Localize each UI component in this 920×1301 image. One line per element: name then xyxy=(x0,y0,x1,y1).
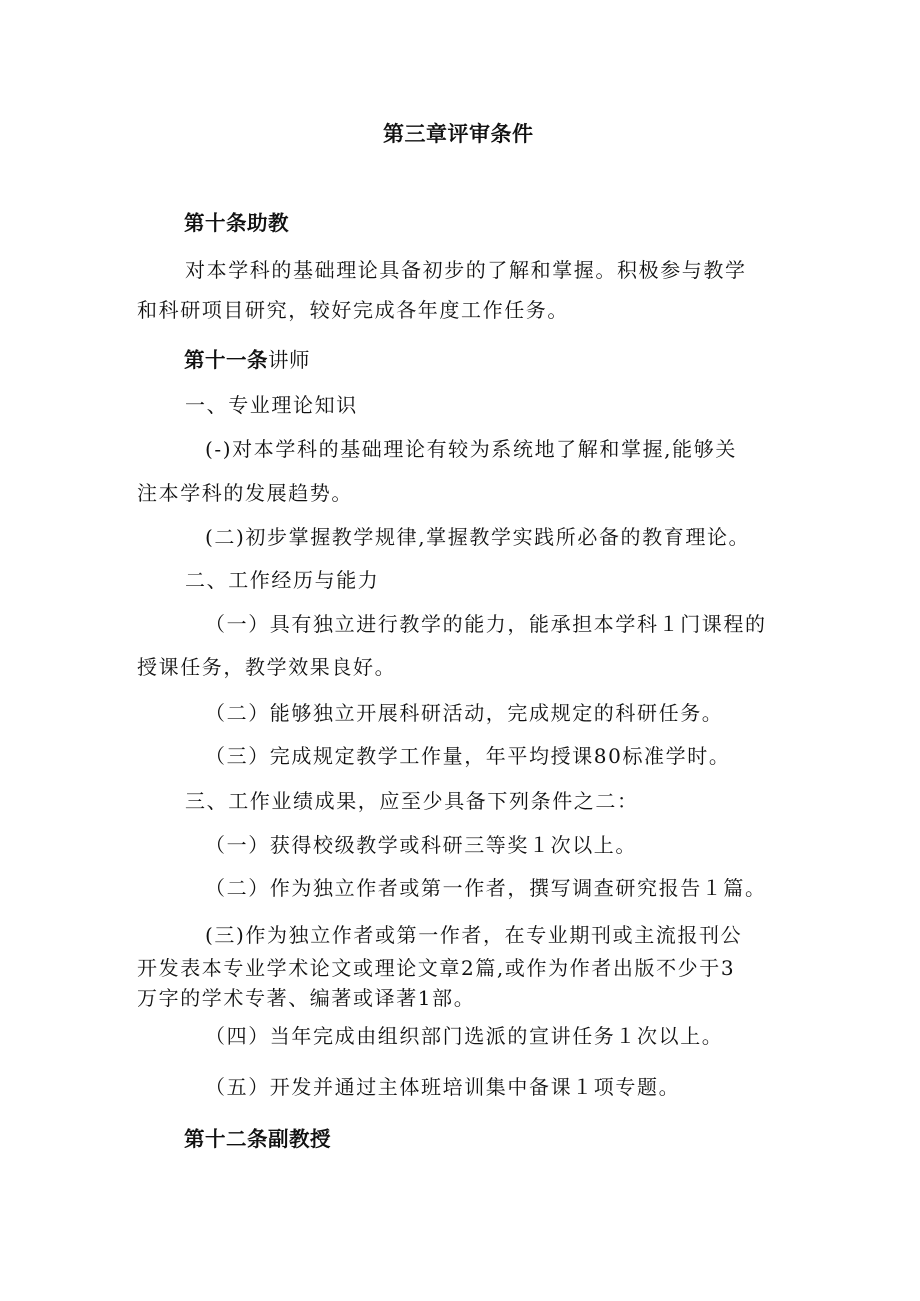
article-11-heading xyxy=(184,348,310,372)
section-3-item-3-line: 开发表本专业学术论文或理论文章2篇,或作为作者出版不少于3 xyxy=(137,956,736,980)
section-2-item-3: （三）完成规定教学工作量，年平均授课80标准学时。 xyxy=(205,744,731,768)
article-10-paragraph-line: 和科研项目研究，较好完成各年度工作任务。 xyxy=(137,298,569,322)
section-2-item-2: （二）能够独立开展科研活动，完成规定的科研任务。 xyxy=(205,701,724,725)
article-11-heading-number: 第十一条 xyxy=(184,348,268,372)
section-3-item-2: （二）作为独立作者或第一作者，撰写调查研究报告１篇。 xyxy=(205,876,767,900)
section-3-item-1: （一）获得校级教学或科研三等奖１次以上。 xyxy=(205,833,637,857)
article-10-paragraph-line: 对本学科的基础理论具备初步的了解和掌握。积极参与教学 xyxy=(185,258,747,282)
section-2-item-1-line: 授课任务，教学效果良好。 xyxy=(137,655,397,679)
section-2-item-1-line: （一）具有独立进行教学的能力，能承担本学科１门课程的 xyxy=(205,612,767,636)
article-12-heading: 第十二条副教授 xyxy=(184,1127,331,1151)
section-1-title: 一、专业理论知识 xyxy=(185,393,358,417)
section-1-item-1-line: (-)对本学科的基础理论有较为系统地了解和掌握,能够关 xyxy=(205,437,737,461)
article-11-heading-title: 讲师 xyxy=(268,348,310,372)
section-3-item-5: （五）开发并通过主体班培训集中备课１项专题。 xyxy=(205,1075,681,1099)
article-10-heading: 第十条助教 xyxy=(184,211,289,235)
section-1-item-1-line: 注本学科的发展趋势。 xyxy=(137,481,353,505)
section-3-item-4: （四）当年完成由组织部门选派的宣讲任务１次以上。 xyxy=(205,1024,724,1048)
section-3-item-3-line: (三)作为独立作者或第一作者，在专业期刊或主流报刊公 xyxy=(205,923,743,947)
section-3-item-3-line: 万字的学术专著、编著或译著1部。 xyxy=(137,986,476,1010)
section-2-title: 二、工作经历与能力 xyxy=(185,568,380,592)
chapter-title: 第三章评审条件 xyxy=(383,122,534,146)
section-3-title: 三、工作业绩成果，应至少具备下列条件之二： xyxy=(185,789,639,813)
section-1-item-2: (二)初步掌握教学规律,掌握教学实践所必备的教育理论。 xyxy=(205,525,751,549)
